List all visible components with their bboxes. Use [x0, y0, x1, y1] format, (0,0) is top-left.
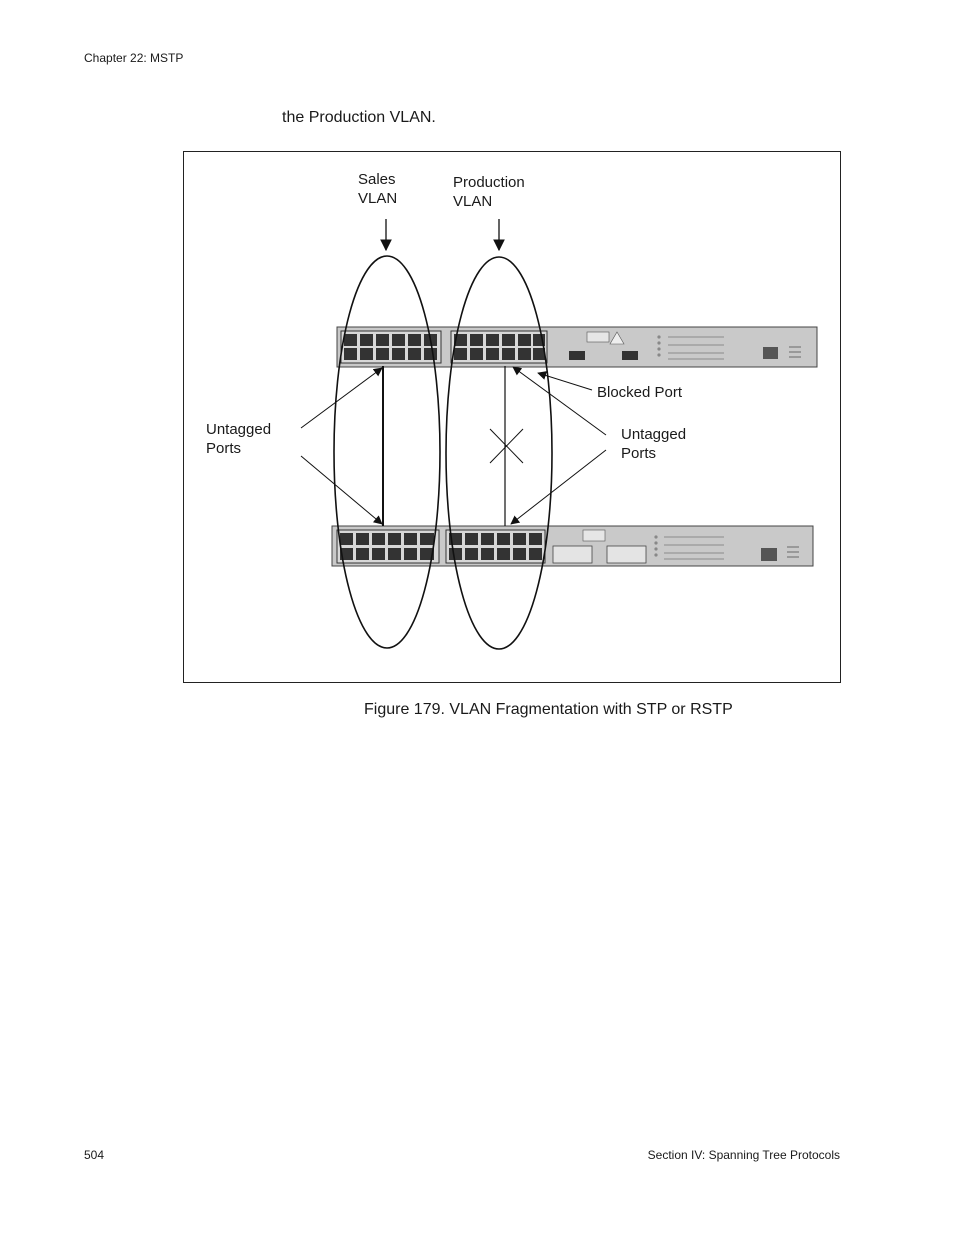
- untagged-right-arrow-top: [513, 367, 606, 435]
- blocked-port-arrow: [538, 373, 592, 390]
- untagged-right-line1: Untagged: [621, 426, 687, 443]
- sales-vlan-label: [358, 170, 397, 208]
- untagged-left-arrow-top: [301, 368, 382, 428]
- untagged-right-arrow-bottom: [511, 450, 606, 524]
- bottom-switch: [332, 526, 813, 566]
- top-switch: [337, 327, 817, 367]
- section-footer: Section IV: Spanning Tree Protocols: [647, 1148, 840, 1162]
- untagged-left-arrow-bottom: [301, 456, 382, 524]
- production-vlan-label-line2: VLAN: [453, 193, 493, 210]
- production-vlan-label-line1: Production: [453, 174, 525, 191]
- sales-vlan-label-line1: Sales: [358, 171, 396, 188]
- intro-text: the Production VLAN.: [282, 109, 436, 126]
- untagged-left-line1: Untagged: [206, 421, 272, 438]
- untagged-ports-right-label: [621, 425, 686, 463]
- blocked-link-cross: [490, 429, 523, 463]
- figure-caption: Figure 179. VLAN Fragmentation with STP or RSTP: [364, 701, 733, 718]
- blocked-port-label: Blocked Port: [597, 384, 683, 401]
- production-vlan-label: [453, 173, 525, 211]
- sales-vlan-label-line2: VLAN: [358, 190, 398, 207]
- untagged-left-line2: Ports: [206, 440, 242, 457]
- untagged-right-line2: Ports: [621, 445, 657, 462]
- chapter-header: Chapter 22: MSTP: [84, 51, 184, 65]
- production-vlan-ellipse: [446, 257, 552, 649]
- untagged-ports-left-label: [206, 420, 271, 458]
- page-number: 504: [84, 1148, 105, 1162]
- sales-vlan-ellipse: [334, 256, 440, 648]
